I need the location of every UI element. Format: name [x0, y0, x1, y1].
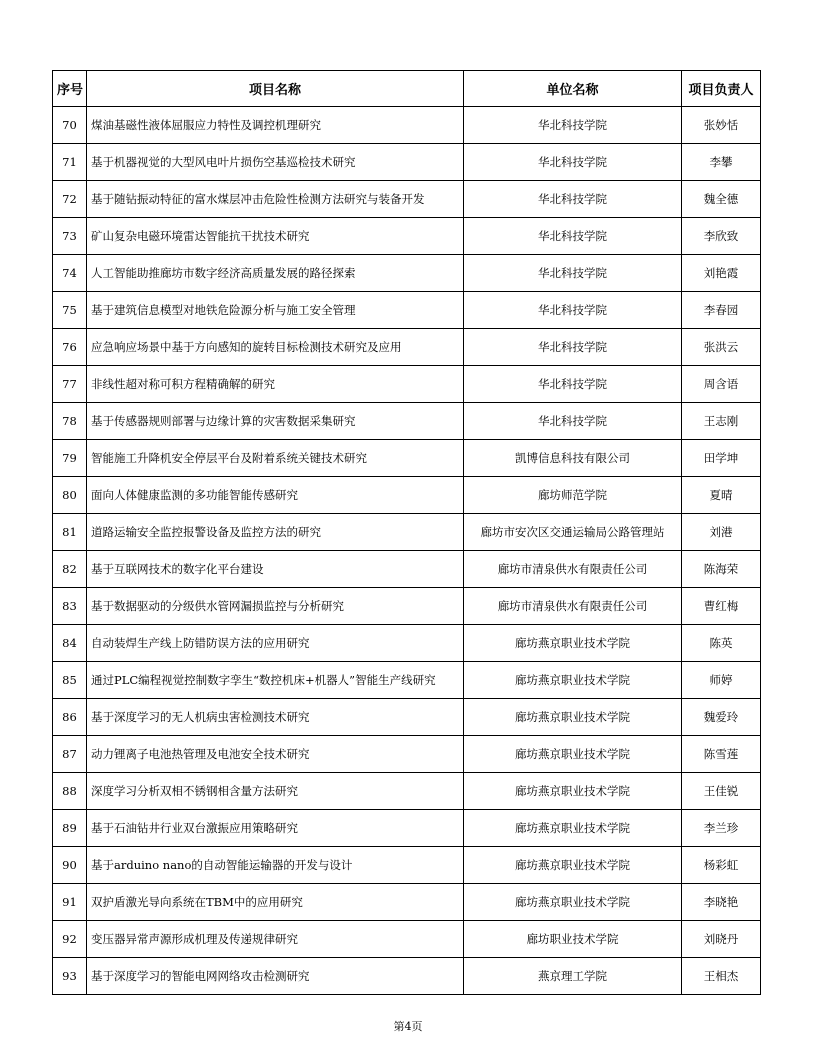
- row-project-name: 动力锂离子电池热管理及电池安全技术研究: [87, 736, 464, 773]
- table-row: [53, 366, 761, 403]
- row-project-name: 基于传感器规则部署与边缘计算的灾害数据采集研究: [87, 403, 464, 440]
- row-project-name: 基于石油钻井行业双台激振应用策略研究: [87, 810, 464, 847]
- row-project-lead: 刘港: [682, 514, 761, 551]
- row-project-lead: 夏晴: [682, 477, 761, 514]
- row-serial-number: 77: [53, 366, 87, 403]
- row-serial-number: 85: [53, 662, 87, 699]
- row-unit-name: 华北科技学院: [464, 181, 682, 218]
- table-row: [53, 218, 761, 255]
- table-row: [53, 403, 761, 440]
- row-project-name: 矿山复杂电磁环境雷达智能抗干扰技术研究: [87, 218, 464, 255]
- row-project-lead: 曹红梅: [682, 588, 761, 625]
- row-project-name: 通过PLC编程视觉控制数字孪生“数控机床+机器人”智能生产线研究: [87, 662, 464, 699]
- row-serial-number: 73: [53, 218, 87, 255]
- row-project-lead: 张洪云: [682, 329, 761, 366]
- row-project-name: 基于数据驱动的分级供水管网漏损监控与分析研究: [87, 588, 464, 625]
- row-serial-number: 89: [53, 810, 87, 847]
- row-serial-number: 86: [53, 699, 87, 736]
- row-unit-name: 廊坊燕京职业技术学院: [464, 884, 682, 921]
- header-project-name: 项目名称: [87, 71, 464, 107]
- project-table: [52, 70, 761, 995]
- row-serial-number: 81: [53, 514, 87, 551]
- row-project-name: 基于互联网技术的数字化平台建设: [87, 551, 464, 588]
- row-serial-number: 88: [53, 773, 87, 810]
- table-row: [53, 773, 761, 810]
- row-unit-name: 华北科技学院: [464, 403, 682, 440]
- row-unit-name: 华北科技学院: [464, 366, 682, 403]
- row-project-lead: 李春园: [682, 292, 761, 329]
- page-number: 第4页: [393, 1020, 423, 1033]
- row-project-name: 基于建筑信息模型对地铁危险源分析与施工安全管理: [87, 292, 464, 329]
- row-unit-name: 凯博信息科技有限公司: [464, 440, 682, 477]
- table-row: [53, 810, 761, 847]
- row-project-lead: 李攀: [682, 144, 761, 181]
- row-unit-name: 廊坊燕京职业技术学院: [464, 662, 682, 699]
- row-unit-name: 廊坊市清泉供水有限责任公司: [464, 551, 682, 588]
- table-row: [53, 144, 761, 181]
- row-serial-number: 80: [53, 477, 87, 514]
- row-project-lead: 杨彩虹: [682, 847, 761, 884]
- table-row: [53, 662, 761, 699]
- table-row: [53, 440, 761, 477]
- row-project-lead: 王相杰: [682, 958, 761, 995]
- table-body: [53, 107, 761, 995]
- row-unit-name: 廊坊燕京职业技术学院: [464, 625, 682, 662]
- table-row: [53, 292, 761, 329]
- table-row: [53, 107, 761, 144]
- row-project-name: 人工智能助推廊坊市数字经济高质量发展的路径探索: [87, 255, 464, 292]
- row-project-name: 自动装焊生产线上防错防误方法的应用研究: [87, 625, 464, 662]
- table-row: [53, 921, 761, 958]
- row-project-lead: 陈英: [682, 625, 761, 662]
- row-serial-number: 87: [53, 736, 87, 773]
- table-row: [53, 736, 761, 773]
- header-unit-name: 单位名称: [464, 71, 682, 107]
- row-serial-number: 74: [53, 255, 87, 292]
- table-row: [53, 329, 761, 366]
- table-row: [53, 884, 761, 921]
- row-serial-number: 75: [53, 292, 87, 329]
- row-serial-number: 71: [53, 144, 87, 181]
- row-serial-number: 82: [53, 551, 87, 588]
- row-unit-name: 华北科技学院: [464, 144, 682, 181]
- table-row: [53, 551, 761, 588]
- table-row: [53, 181, 761, 218]
- row-project-name: 煤油基磁性液体屈服应力特性及调控机理研究: [87, 107, 464, 144]
- table-row: [53, 699, 761, 736]
- row-unit-name: 廊坊师范学院: [464, 477, 682, 514]
- row-project-lead: 魏全德: [682, 181, 761, 218]
- row-project-lead: 王志刚: [682, 403, 761, 440]
- row-project-name: 双护盾激光导向系统在TBM中的应用研究: [87, 884, 464, 921]
- table-row: [53, 255, 761, 292]
- row-project-name: 非线性超对称可积方程精确解的研究: [87, 366, 464, 403]
- row-project-lead: 李晓艳: [682, 884, 761, 921]
- row-project-lead: 刘艳霞: [682, 255, 761, 292]
- row-serial-number: 79: [53, 440, 87, 477]
- row-project-name: 变压器异常声源形成机理及传递规律研究: [87, 921, 464, 958]
- table-row: [53, 625, 761, 662]
- row-unit-name: 华北科技学院: [464, 218, 682, 255]
- row-project-name: 道路运输安全监控报警设备及监控方法的研究: [87, 514, 464, 551]
- row-serial-number: 76: [53, 329, 87, 366]
- row-unit-name: 华北科技学院: [464, 292, 682, 329]
- table-row: [53, 847, 761, 884]
- row-unit-name: 华北科技学院: [464, 255, 682, 292]
- row-project-lead: 师婷: [682, 662, 761, 699]
- row-serial-number: 70: [53, 107, 87, 144]
- table-row: [53, 514, 761, 551]
- row-unit-name: 廊坊燕京职业技术学院: [464, 699, 682, 736]
- row-project-lead: 陈雪莲: [682, 736, 761, 773]
- row-serial-number: 78: [53, 403, 87, 440]
- row-project-lead: 刘晓丹: [682, 921, 761, 958]
- table-row: [53, 958, 761, 995]
- row-unit-name: 廊坊燕京职业技术学院: [464, 736, 682, 773]
- row-serial-number: 84: [53, 625, 87, 662]
- row-project-name: 面向人体健康监测的多功能智能传感研究: [87, 477, 464, 514]
- row-serial-number: 83: [53, 588, 87, 625]
- row-unit-name: 华北科技学院: [464, 329, 682, 366]
- row-project-lead: 李欣致: [682, 218, 761, 255]
- row-project-lead: 张妙恬: [682, 107, 761, 144]
- row-project-lead: 魏爱玲: [682, 699, 761, 736]
- row-unit-name: 燕京理工学院: [464, 958, 682, 995]
- row-project-name: 智能施工升降机安全停层平台及附着系统关键技术研究: [87, 440, 464, 477]
- row-serial-number: 90: [53, 847, 87, 884]
- header-serial-number: 序号: [53, 71, 87, 107]
- row-unit-name: 廊坊市安次区交通运输局公路管理站: [464, 514, 682, 551]
- row-unit-name: 廊坊燕京职业技术学院: [464, 810, 682, 847]
- table-header: [53, 71, 761, 107]
- row-unit-name: 华北科技学院: [464, 107, 682, 144]
- row-project-name: 基于arduino nano的自动智能运输器的开发与设计: [87, 847, 464, 884]
- table-row: [53, 588, 761, 625]
- row-unit-name: 廊坊市清泉供水有限责任公司: [464, 588, 682, 625]
- row-project-name: 基于深度学习的智能电网网络攻击检测研究: [87, 958, 464, 995]
- row-serial-number: 72: [53, 181, 87, 218]
- row-unit-name: 廊坊职业技术学院: [464, 921, 682, 958]
- row-project-name: 深度学习分析双相不锈钢相含量方法研究: [87, 773, 464, 810]
- row-project-lead: 田学坤: [682, 440, 761, 477]
- row-unit-name: 廊坊燕京职业技术学院: [464, 847, 682, 884]
- row-project-name: 应急响应场景中基于方向感知的旋转目标检测技术研究及应用: [87, 329, 464, 366]
- row-project-lead: 周含语: [682, 366, 761, 403]
- row-project-lead: 陈海荣: [682, 551, 761, 588]
- row-project-name: 基于机器视觉的大型风电叶片损伤空基巡检技术研究: [87, 144, 464, 181]
- row-project-name: 基于随钻振动特征的富水煤层冲击危险性检测方法研究与装备开发: [87, 181, 464, 218]
- row-serial-number: 91: [53, 884, 87, 921]
- row-serial-number: 92: [53, 921, 87, 958]
- header-row: [53, 71, 761, 107]
- table-row: [53, 477, 761, 514]
- row-unit-name: 廊坊燕京职业技术学院: [464, 773, 682, 810]
- row-project-lead: 王佳锐: [682, 773, 761, 810]
- row-project-lead: 李兰珍: [682, 810, 761, 847]
- row-project-name: 基于深度学习的无人机病虫害检测技术研究: [87, 699, 464, 736]
- row-serial-number: 93: [53, 958, 87, 995]
- header-project-lead: 项目负责人: [682, 71, 761, 107]
